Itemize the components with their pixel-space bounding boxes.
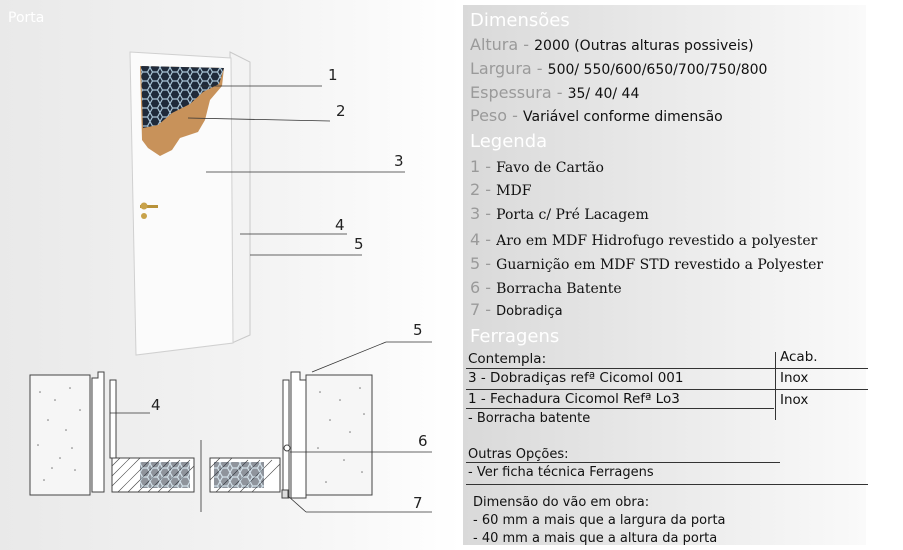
legend-item-2: 2 - MDF	[470, 180, 532, 199]
section-detail-right	[210, 342, 432, 512]
hardware-col-divider	[775, 352, 776, 420]
legend-item-4: 4 - Aro em MDF Hidrofugo revestido a polyester	[470, 230, 818, 249]
dimension-value: 500/ 550/600/650/700/750/800	[547, 62, 768, 78]
dimension-value: 35/ 40/ 44	[567, 86, 640, 102]
legend-item-6: 6 - Borracha Batente	[470, 278, 622, 297]
legend-heading: Legenda	[470, 131, 548, 152]
hardware-rule-2	[466, 389, 868, 390]
other-options-rule-2	[466, 484, 868, 485]
hardware-row-1-item: 3 - Dobradiças refª Cicomol 001	[468, 370, 684, 386]
hardware-extra: - Borracha batente	[468, 411, 591, 426]
hardware-rule-3	[466, 408, 774, 409]
dimension-row-espessura	[470, 83, 639, 102]
dimension-row-altura	[470, 35, 754, 54]
dimension-label: Espessura -	[470, 83, 563, 102]
detail-callout-6: 6	[418, 432, 428, 450]
other-options-item: - Ver ficha técnica Ferragens	[468, 465, 654, 480]
hardware-rule-1	[466, 368, 868, 369]
callout-1: 1	[328, 66, 338, 84]
legend-item-1: 1 - Favo de Cartão	[470, 157, 604, 176]
dimension-value: Variável conforme dimensão	[523, 109, 723, 125]
hardware-col-acab: Acab.	[780, 349, 818, 365]
hardware-row-2-item: 1 - Fechadura Cicomol Refª Lo3	[468, 391, 680, 407]
detail-callout-7: 7	[413, 494, 423, 512]
opening-line-2: - 40 mm a mais que a altura da porta	[473, 531, 718, 546]
detail-callout-4: 4	[151, 396, 161, 414]
hardware-row-2-finish: Inox	[780, 392, 809, 408]
legend-item-5: 5 - Guarnição em MDF STD revestido a Polyester	[470, 254, 824, 273]
hardware-heading: Ferragens	[470, 326, 560, 347]
other-options-rule	[466, 462, 780, 463]
keyhole-rose	[141, 213, 147, 219]
dimension-value: 2000 (Outras alturas possiveis)	[534, 38, 754, 54]
dimension-row-largura	[470, 59, 767, 78]
section-detail-left	[30, 372, 194, 495]
callout-5: 5	[354, 235, 364, 253]
handle-rose	[141, 203, 148, 210]
callout-4: 4	[335, 216, 345, 234]
dimension-row-peso	[470, 106, 723, 125]
callout-3: 3	[394, 152, 404, 170]
opening-line-1: - 60 mm a mais que a largura da porta	[473, 513, 726, 528]
dimension-label: Largura -	[470, 59, 543, 78]
callout-2: 2	[336, 102, 346, 120]
opening-heading: Dimensão do vão em obra:	[473, 495, 650, 510]
legend-item-7: 7 - Dobradiça	[470, 300, 563, 319]
hardware-row-1-finish: Inox	[780, 370, 809, 386]
section-title-porta: Porta	[8, 10, 45, 26]
dimensions-heading: Dimensões	[470, 10, 570, 31]
hardware-col-contempla: Contempla:	[468, 351, 547, 367]
legend-item-3: 3 - Porta c/ Pré Lacagem	[470, 204, 649, 223]
dimension-label: Peso -	[470, 106, 518, 125]
detail-callout-5: 5	[413, 321, 423, 339]
other-options-heading: Outras Opções:	[468, 447, 569, 462]
dimension-label: Altura -	[470, 35, 530, 54]
